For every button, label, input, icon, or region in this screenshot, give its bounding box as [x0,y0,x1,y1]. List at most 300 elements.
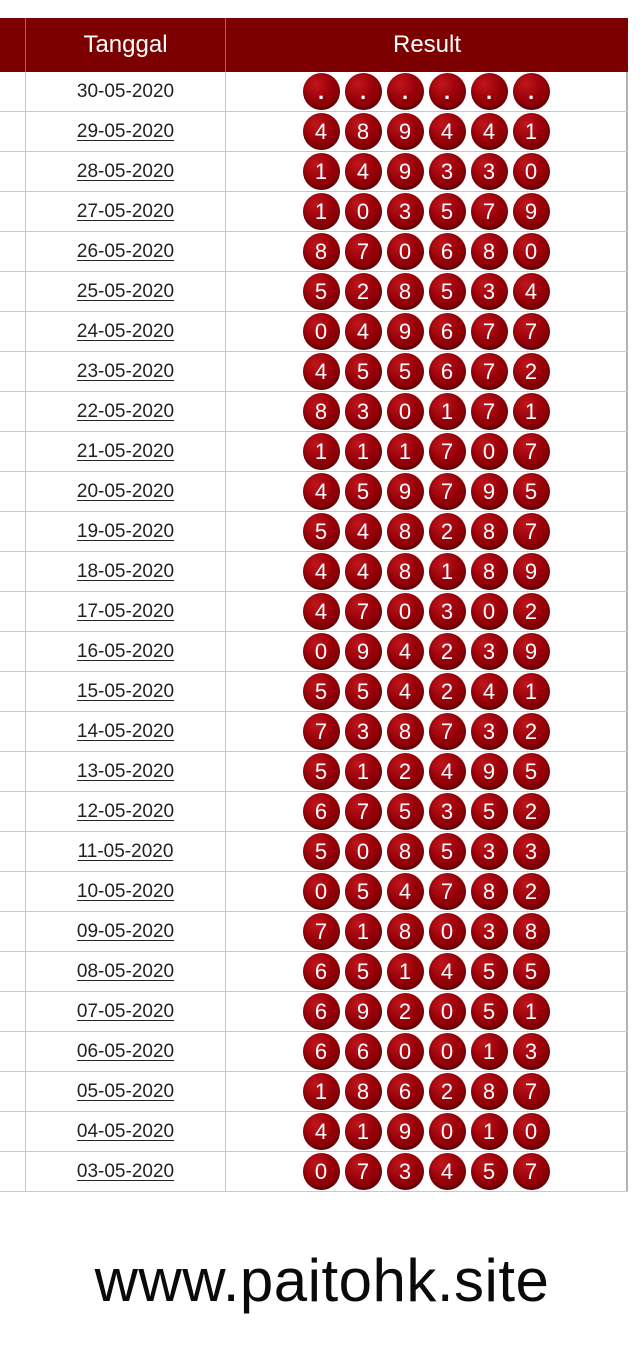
result-ball: 6 [345,1033,382,1070]
result-ball: 4 [471,673,508,710]
table-header [0,18,628,72]
row-cell-empty [0,432,26,471]
row-cell-empty [0,912,26,951]
result-ball: 7 [513,513,550,550]
result-ball: . [345,73,382,110]
date-cell [26,952,226,991]
date-link[interactable]: 29-05-2020 [76,120,175,142]
date-cell [26,392,226,431]
result-ball: 7 [471,353,508,390]
table-row [0,272,628,312]
result-ball: 0 [345,193,382,230]
result-ball: 7 [345,233,382,270]
result-ball: 0 [303,1153,340,1190]
result-ball: 7 [429,873,466,910]
result-ball: 6 [303,953,340,990]
result-cell [226,512,628,551]
row-cell-empty [0,272,26,311]
date-link[interactable]: 21-05-2020 [76,440,175,462]
result-ball: 5 [345,473,382,510]
result-ball: 1 [345,433,382,470]
result-ball: 8 [345,1073,382,1110]
result-ball: 1 [471,1033,508,1070]
date-link[interactable]: 09-05-2020 [76,920,175,942]
result-ball: 9 [387,153,424,190]
row-cell-empty [0,832,26,871]
result-ball: . [303,73,340,110]
result-ball: 2 [513,353,550,390]
row-cell-empty [0,512,26,551]
result-ball: 9 [387,1113,424,1150]
result-ball: 4 [387,633,424,670]
result-ball: 7 [513,1073,550,1110]
result-cell [226,872,628,911]
result-ball: . [513,73,550,110]
row-cell-empty [0,192,26,231]
date-cell [26,992,226,1031]
row-cell-empty [0,1152,26,1191]
result-ball: 8 [387,713,424,750]
result-ball: 1 [303,193,340,230]
date-link[interactable]: 18-05-2020 [76,560,175,582]
result-ball: 2 [513,793,550,830]
result-ball: 0 [429,1113,466,1150]
result-ball: 1 [471,1113,508,1150]
result-cell [226,592,628,631]
result-cell [226,72,628,111]
date-link[interactable]: 04-05-2020 [76,1120,175,1142]
result-ball: 5 [471,953,508,990]
result-ball: 6 [429,313,466,350]
result-ball: 3 [387,193,424,230]
result-ball: 9 [513,633,550,670]
result-cell [226,912,628,951]
result-ball: 0 [513,233,550,270]
result-cell [226,472,628,511]
result-ball: 4 [303,553,340,590]
date-link[interactable]: 23-05-2020 [76,360,175,382]
result-ball: 1 [513,393,550,430]
table-row [0,992,628,1032]
row-cell-empty [0,792,26,831]
result-cell [226,392,628,431]
header-cell-empty [0,18,26,72]
date-cell [26,832,226,871]
result-ball: 0 [387,233,424,270]
result-ball: 0 [513,1113,550,1150]
result-ball: 7 [513,433,550,470]
result-ball: 2 [345,273,382,310]
date-link[interactable]: 11-05-2020 [77,840,174,862]
result-ball: 8 [471,553,508,590]
result-ball: 8 [345,113,382,150]
result-ball: 2 [513,593,550,630]
date-link[interactable]: 22-05-2020 [76,400,175,422]
result-ball: 2 [429,513,466,550]
result-ball: 1 [513,113,550,150]
result-ball: 4 [429,1153,466,1190]
result-ball: 4 [345,153,382,190]
result-ball: 2 [513,713,550,750]
result-ball: 8 [387,513,424,550]
result-ball: 3 [471,273,508,310]
date-link[interactable]: 13-05-2020 [76,760,175,782]
row-cell-empty [0,72,26,111]
result-cell [226,752,628,791]
result-ball: 3 [471,713,508,750]
result-ball: 1 [387,953,424,990]
table-row [0,1112,628,1152]
table-row [0,832,628,872]
result-cell [226,672,628,711]
result-ball: 0 [471,433,508,470]
date-link[interactable]: 27-05-2020 [76,200,175,222]
date-cell [26,1112,226,1151]
result-ball: 7 [345,793,382,830]
result-ball: 6 [303,1033,340,1070]
result-ball: 7 [345,1153,382,1190]
date-cell [26,192,226,231]
date-cell [26,72,226,111]
result-ball: 1 [429,393,466,430]
table-row [0,1152,628,1192]
date-cell [26,1072,226,1111]
results-table [0,18,628,1200]
result-ball: 7 [429,473,466,510]
result-ball: . [471,73,508,110]
date-cell [26,312,226,351]
row-cell-empty [0,712,26,751]
table-row [0,232,628,272]
result-ball: 7 [303,713,340,750]
result-ball: 4 [303,1113,340,1150]
result-ball: 7 [345,593,382,630]
result-ball: 6 [303,793,340,830]
row-cell-empty [0,992,26,1031]
result-ball: 0 [429,993,466,1030]
result-ball: 7 [513,1153,550,1190]
table-row [0,72,628,112]
result-ball: 0 [387,393,424,430]
date-link[interactable]: 06-05-2020 [76,1040,175,1062]
date-link[interactable]: 08-05-2020 [76,960,175,982]
table-row [0,712,628,752]
result-cell [226,952,628,991]
date-cell [26,872,226,911]
result-ball: 5 [387,353,424,390]
result-ball: 4 [429,113,466,150]
result-ball: 9 [387,113,424,150]
result-ball: 8 [471,1073,508,1110]
result-ball: 5 [303,273,340,310]
result-ball: 3 [471,833,508,870]
result-ball: 4 [345,513,382,550]
row-cell-empty [0,872,26,911]
table-row [0,552,628,592]
table-row [0,472,628,512]
result-ball: 9 [387,473,424,510]
result-ball: 6 [429,353,466,390]
result-ball: 7 [513,313,550,350]
result-ball: 8 [471,233,508,270]
result-ball: 3 [429,153,466,190]
result-ball: 9 [387,313,424,350]
result-ball: 5 [303,833,340,870]
result-ball: 4 [303,593,340,630]
result-ball: 4 [387,673,424,710]
result-cell [226,792,628,831]
result-ball: 5 [387,793,424,830]
date-link[interactable]: 19-05-2020 [76,520,175,542]
date-link[interactable]: 24-05-2020 [76,320,175,342]
result-cell [226,312,628,351]
result-cell [226,1032,628,1071]
table-row [0,952,628,992]
result-ball: 5 [429,193,466,230]
result-ball: 8 [471,873,508,910]
result-ball: 8 [387,913,424,950]
result-ball: 3 [387,1153,424,1190]
site-watermark: www.paitohk.site [94,1247,550,1314]
result-ball: 6 [429,233,466,270]
result-ball: 6 [387,1073,424,1110]
date-cell [26,592,226,631]
result-ball: 4 [345,553,382,590]
table-row [0,792,628,832]
result-ball: 3 [429,793,466,830]
result-ball: 8 [387,553,424,590]
row-cell-empty [0,1032,26,1071]
result-ball: 9 [471,753,508,790]
date-link[interactable]: 20-05-2020 [76,480,175,502]
result-ball: 2 [513,873,550,910]
date-link[interactable]: 26-05-2020 [76,240,175,262]
result-ball: 5 [303,513,340,550]
date-cell [26,272,226,311]
row-cell-empty [0,952,26,991]
row-cell-empty [0,392,26,431]
result-ball: 5 [471,793,508,830]
result-ball: 4 [303,473,340,510]
date-cell [26,232,226,271]
date-link[interactable]: 16-05-2020 [76,640,175,662]
result-ball: 8 [387,273,424,310]
result-ball: 5 [513,473,550,510]
result-ball: . [429,73,466,110]
result-ball: 0 [429,1033,466,1070]
result-ball: 2 [387,993,424,1030]
row-cell-empty [0,592,26,631]
result-ball: 0 [345,833,382,870]
result-ball: 1 [303,433,340,470]
date-link[interactable]: 03-05-2020 [76,1160,175,1182]
result-cell [226,832,628,871]
result-ball: 1 [303,153,340,190]
result-ball: 1 [345,753,382,790]
result-ball: 3 [345,393,382,430]
result-ball: 4 [513,273,550,310]
result-ball: 9 [513,553,550,590]
date-cell [26,512,226,551]
result-ball: 0 [387,1033,424,1070]
row-cell-empty [0,1112,26,1151]
header-result: Result [392,31,462,58]
date-cell [26,672,226,711]
result-ball: 4 [345,313,382,350]
result-cell [226,432,628,471]
result-ball: 6 [303,993,340,1030]
date-cell [26,712,226,751]
date-cell [26,1152,226,1191]
result-ball: 0 [513,153,550,190]
row-cell-empty [0,352,26,391]
result-ball: 4 [303,113,340,150]
table-row [0,592,628,632]
result-ball: 5 [345,953,382,990]
result-ball: 1 [513,993,550,1030]
row-cell-empty [0,752,26,791]
table-row [0,392,628,432]
result-ball: 1 [345,913,382,950]
date-link[interactable]: 17-05-2020 [76,600,175,622]
date-cell [26,632,226,671]
result-ball: 1 [429,553,466,590]
result-cell [226,192,628,231]
result-cell [226,1072,628,1111]
result-ball: 7 [429,713,466,750]
date-cell [26,152,226,191]
result-ball: 2 [387,753,424,790]
result-cell [226,1112,628,1151]
result-ball: 5 [303,673,340,710]
table-row [0,1072,628,1112]
result-ball: 8 [471,513,508,550]
row-cell-empty [0,1072,26,1111]
date-text: 30-05-2020 [76,80,175,102]
row-cell-empty [0,112,26,151]
result-ball: 3 [513,1033,550,1070]
table-row [0,432,628,472]
result-ball: 3 [429,593,466,630]
header-tanggal: Tanggal [26,18,226,72]
table-row [0,632,628,672]
row-cell-empty [0,232,26,271]
result-ball: 2 [429,633,466,670]
result-cell [226,352,628,391]
result-ball: 8 [303,393,340,430]
date-cell [26,752,226,791]
result-ball: 2 [429,1073,466,1110]
row-cell-empty [0,312,26,351]
date-cell [26,552,226,591]
date-link[interactable]: 15-05-2020 [76,680,175,702]
row-cell-empty [0,672,26,711]
table-row [0,672,628,712]
result-ball: 5 [471,993,508,1030]
date-cell [26,472,226,511]
result-ball: 7 [471,313,508,350]
result-ball: 7 [471,193,508,230]
result-ball: 8 [513,913,550,950]
result-ball: 1 [345,1113,382,1150]
result-ball: 0 [303,313,340,350]
result-ball: 9 [345,993,382,1030]
result-ball: 4 [429,953,466,990]
result-cell [226,552,628,591]
result-ball: 7 [303,913,340,950]
table-row [0,152,628,192]
result-ball: 3 [513,833,550,870]
date-link[interactable]: 25-05-2020 [76,280,175,302]
table-row [0,512,628,552]
date-cell [26,912,226,951]
table-row [0,872,628,912]
result-ball: 3 [471,633,508,670]
result-ball: 5 [345,353,382,390]
result-ball: 7 [429,433,466,470]
result-ball: 5 [345,673,382,710]
date-link[interactable]: 12-05-2020 [76,800,175,822]
result-ball: 5 [513,953,550,990]
result-ball: 5 [513,753,550,790]
row-cell-empty [0,552,26,591]
result-ball: 9 [471,473,508,510]
result-cell [226,232,628,271]
result-cell [226,152,628,191]
result-ball: 3 [471,913,508,950]
date-cell [26,1032,226,1071]
row-cell-empty [0,632,26,671]
date-link[interactable]: 10-05-2020 [76,880,175,902]
result-cell [226,1152,628,1191]
result-ball: 1 [387,433,424,470]
result-ball: 9 [345,633,382,670]
row-cell-empty [0,152,26,191]
result-cell [226,632,628,671]
date-cell [26,432,226,471]
result-ball: 8 [387,833,424,870]
date-link[interactable]: 14-05-2020 [76,720,175,742]
date-cell [26,352,226,391]
table-row [0,752,628,792]
result-ball: 4 [387,873,424,910]
date-cell [26,112,226,151]
result-ball: 0 [303,633,340,670]
result-ball: 0 [471,593,508,630]
row-cell-empty [0,472,26,511]
result-ball: 4 [429,753,466,790]
date-link[interactable]: 07-05-2020 [76,1000,175,1022]
result-cell [226,992,628,1031]
result-ball: 5 [429,833,466,870]
result-cell [226,712,628,751]
result-ball: . [387,73,424,110]
result-ball: 1 [513,673,550,710]
table-row [0,312,628,352]
table-row [0,112,628,152]
date-link[interactable]: 28-05-2020 [76,160,175,182]
table-row [0,192,628,232]
date-link[interactable]: 05-05-2020 [76,1080,175,1102]
result-ball: 5 [429,273,466,310]
result-ball: 0 [303,873,340,910]
result-cell [226,112,628,151]
result-ball: 8 [303,233,340,270]
result-ball: 4 [471,113,508,150]
result-ball: 5 [471,1153,508,1190]
table-row [0,912,628,952]
result-ball: 1 [303,1073,340,1110]
